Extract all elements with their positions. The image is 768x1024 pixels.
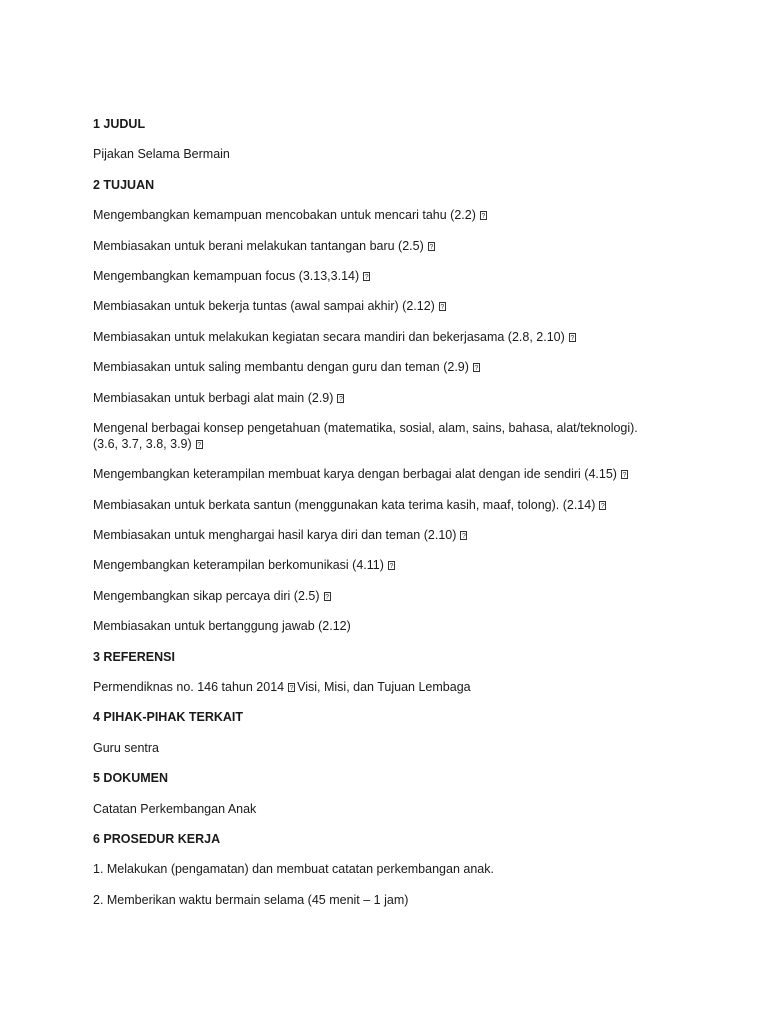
objective-text: Mengembangkan kemampuan mencobakan untuk mencari tahu (2.2) (93, 208, 476, 223)
procedure-step: 2. Memberikan waktu bermain selama (45 menit – 1 jam) (93, 892, 409, 907)
reference-line (93, 679, 708, 695)
objective-text: Mengembangkan kemampuan focus (3.13,3.14) (93, 268, 360, 283)
section-heading: 4 PIHAK-PIHAK TERKAIT (93, 710, 244, 725)
missing-glyph-icon (324, 592, 331, 601)
missing-glyph-icon (460, 531, 467, 540)
missing-glyph-icon (363, 272, 370, 281)
objective-line (93, 497, 708, 513)
objective-text: Membiasakan untuk menghargai hasil karya diri dan teman (2.10) (93, 528, 457, 543)
objective-line (93, 390, 708, 406)
objective-text: Mengembangkan keterampilan berkomunikasi (4.11) (93, 558, 384, 573)
reference-text: Visi, Misi, dan Tujuan Lembaga (297, 680, 471, 695)
missing-glyph-icon (337, 394, 344, 403)
objective-text: Membiasakan untuk melakukan kegiatan secara mandiri dan bekerjasama (2.8, 2.10) (93, 329, 565, 344)
reference-text: Permendiknas no. 146 tahun 2014 (93, 680, 285, 695)
objective-text: Membiasakan untuk berani melakukan tantangan baru (2.5) (93, 238, 424, 253)
missing-glyph-icon (621, 470, 628, 479)
missing-glyph-icon (288, 683, 295, 692)
section-line: Guru sentra (93, 740, 160, 755)
objective-line (93, 466, 708, 482)
section-heading: 3 REFERENSI (93, 649, 175, 664)
objective-line (93, 588, 708, 604)
objective-line: Mengenal berbagai konsep pengetahuan (matematika, sosial, alam, sains, bahasa, alat/teknologi). (93, 420, 638, 435)
section-heading: 2 TUJUAN (93, 177, 155, 192)
section-line: Pijakan Selama Bermain (93, 147, 230, 162)
procedure-step: 1. Melakukan (pengamatan) dan membuat catatan perkembangan anak. (93, 862, 494, 877)
objective-text: Mengembangkan sikap percaya diri (2.5) (93, 588, 320, 603)
objective-line (93, 298, 708, 314)
objective-line (93, 329, 708, 345)
missing-glyph-icon (569, 333, 576, 342)
section-heading: 1 JUDUL (93, 117, 146, 131)
missing-glyph-icon (473, 363, 480, 372)
objective-line (93, 527, 708, 543)
missing-glyph-icon (439, 302, 446, 311)
objective-line: Membiasakan untuk bertanggung jawab (2.12) (93, 619, 351, 634)
objective-line (93, 359, 708, 375)
objective-text: Membiasakan untuk bekerja tuntas (awal sampai akhir) (2.12) (93, 299, 435, 314)
objective-text: (3.6, 3.7, 3.8, 3.9) (93, 436, 192, 451)
objective-text: Mengembangkan keterampilan membuat karya dengan berbagai alat dengan ide sendiri (4.15) (93, 467, 617, 482)
objective-line-continued (93, 436, 708, 452)
missing-glyph-icon (428, 242, 435, 251)
section-heading: 6 PROSEDUR KERJA (93, 831, 221, 846)
missing-glyph-icon (196, 440, 203, 449)
objective-line (93, 557, 708, 573)
section-heading: 5 DOKUMEN (93, 771, 169, 786)
missing-glyph-icon (480, 211, 487, 220)
objective-line (93, 207, 708, 223)
missing-glyph-icon (599, 501, 606, 510)
objective-line (93, 268, 708, 284)
objective-text: Membiasakan untuk berbagi alat main (2.9) (93, 390, 334, 405)
objective-text: Membiasakan untuk berkata santun (menggunakan kata terima kasih, maaf, tolong). (2.14) (93, 497, 596, 512)
section-line: Catatan Perkembangan Anak (93, 801, 257, 816)
objective-text: Membiasakan untuk saling membantu dengan guru dan teman (2.9) (93, 360, 469, 375)
missing-glyph-icon (388, 561, 395, 570)
objective-line (93, 238, 708, 254)
